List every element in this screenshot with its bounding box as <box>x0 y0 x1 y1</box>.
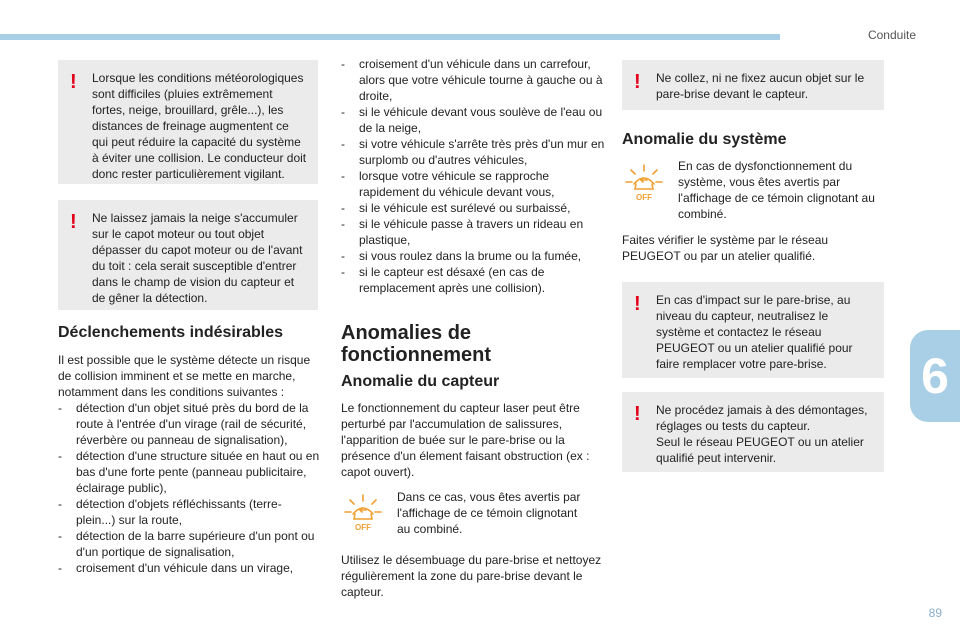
warning-text: Lorsque les conditions météorologiques sont difficiles (pluies extrêmement fortes, neige, brouillard, grêle...), les distances de freinage augmentent ce qui peut réduire la capacité du système à éviter une collision. Le conducteur doit donc rester particulièrement vigilant. <box>92 71 307 181</box>
list-item: - croisement d'un véhicule dans un carrefour, alors que votre véhicule tourne à gauche ou à droite, <box>341 56 609 104</box>
list-item: - si votre véhicule s'arrête très près d'un mur en surplomb ou d'autres véhicules, <box>341 136 609 168</box>
false-triggers-list <box>58 400 320 576</box>
sensor-fault-icon-text: Dans ce cas, vous êtes avertis par l'affichage de ce témoin clignotant au combiné. <box>397 490 581 536</box>
heading-system-fault: Anomalie du système <box>622 131 787 148</box>
page-number: 89 <box>928 606 942 620</box>
warning-box-no-disassembly <box>622 392 884 472</box>
svg-text:OFF: OFF <box>636 193 652 202</box>
chapter-tab <box>910 330 960 422</box>
exclamation-icon: ! <box>70 71 77 93</box>
exclamation-icon: ! <box>70 211 77 233</box>
exclamation-icon: ! <box>634 403 641 425</box>
list-item: - si le véhicule passe à travers un rideau en plastique, <box>341 216 609 248</box>
warning-text: En cas d'impact sur le pare-brise, au niveau du capteur, neutralisez le système et contactez le réseau PEUGEOT ou un atelier qualifié pour faire remplacer votre pare-brise. <box>656 293 853 371</box>
false-triggers-list-continued <box>341 56 609 296</box>
false-triggers-list-cont <box>341 56 609 296</box>
svg-text:OFF: OFF <box>355 523 371 532</box>
section-title: Conduite <box>867 28 916 42</box>
warning-text: Ne laissez jamais la neige s'accumuler sur le capot moteur ou tout objet dépasser du capot moteur ou de l'avant du toit : cela serait susceptible d'entrer dans le champ de vision du capteur et de gêner la détection. <box>92 211 303 305</box>
warning-text-line1: Ne procédez jamais à des démontages, réglages ou tests du capteur. <box>656 403 868 433</box>
list-item: - détection de la barre supérieure d'un pont ou d'un portique de signalisation, <box>58 528 320 560</box>
system-fault-paragraph: Faites vérifier le système par le réseau PEUGEOT ou par un atelier qualifié. <box>622 233 829 263</box>
list-item: - détection d'objets réfléchissants (terre-plein...) sur la route, <box>58 496 320 528</box>
list-item: - lorsque votre véhicule se rapproche rapidement du véhicule devant vous, <box>341 168 609 200</box>
list-item: - si le véhicule devant vous soulève de l'eau ou de la neige, <box>341 104 609 136</box>
false-triggers-intro: Il est possible que le système détecte un risque de collision imminent et se mette en marche, notamment dans les conditions suivantes : <box>58 353 311 399</box>
heading-false-triggers: Déclenchements indésirables <box>58 324 283 341</box>
false-triggers-body <box>58 352 320 576</box>
collision-alert-off-icon <box>622 162 666 206</box>
list-item: - si le véhicule est surélevé ou surbaissé, <box>341 200 609 216</box>
list-item: - croisement d'un véhicule dans un virage, <box>58 560 320 576</box>
list-item: - si vous roulez dans la brume ou la fumée, <box>341 248 609 264</box>
sensor-fault-paragraph: Le fonctionnement du capteur laser peut être perturbé par l'accumulation de salissures, l'apparition de buée sur le pare-brise ou la présence d'un élement faisant obstruction (ex : capot ouvert). <box>341 401 590 479</box>
header-accent-bar <box>0 34 780 40</box>
warning-text-line2: Seul le réseau PEUGEOT ou un atelier qualifié peut intervenir. <box>656 435 864 465</box>
chapter-number: 6 <box>921 348 949 404</box>
system-fault-icon-text: En cas de dysfonctionnement du système, vous êtes avertis par l'affichage de ce témoin clignotant au combiné. <box>678 159 875 221</box>
collision-alert-off-icon <box>341 492 385 536</box>
list-item: - détection d'un objet situé près du bord de la route à l'entrée d'un virage (rail de sécurité, réverbère ou panneau de signalisation), <box>58 400 320 448</box>
warning-box-windshield <box>622 60 884 110</box>
list-item: - si le capteur est désaxé (en cas de remplacement après une collision). <box>341 264 609 296</box>
warning-box-snow <box>58 200 318 310</box>
warning-box-weather <box>58 60 318 184</box>
heading-malfunctions-line2: fonctionnement <box>341 344 491 366</box>
warning-box-impact <box>622 282 884 378</box>
exclamation-icon: ! <box>634 293 641 315</box>
list-item: - détection d'une structure située en haut ou en bas d'une forte pente (panneau publicitaire, éclairage public), <box>58 448 320 496</box>
exclamation-icon: ! <box>634 71 641 93</box>
heading-malfunctions <box>341 322 609 366</box>
heading-sensor-fault: Anomalie du capteur <box>341 373 500 390</box>
defog-paragraph: Utilisez le désembuage du pare-brise et nettoyez régulièrement la zone du pare-brise devant le capteur. <box>341 553 602 599</box>
heading-malfunctions-line1: Anomalies de <box>341 322 472 344</box>
warning-text: Ne collez, ni ne fixez aucun objet sur le pare-brise devant le capteur. <box>656 71 865 101</box>
